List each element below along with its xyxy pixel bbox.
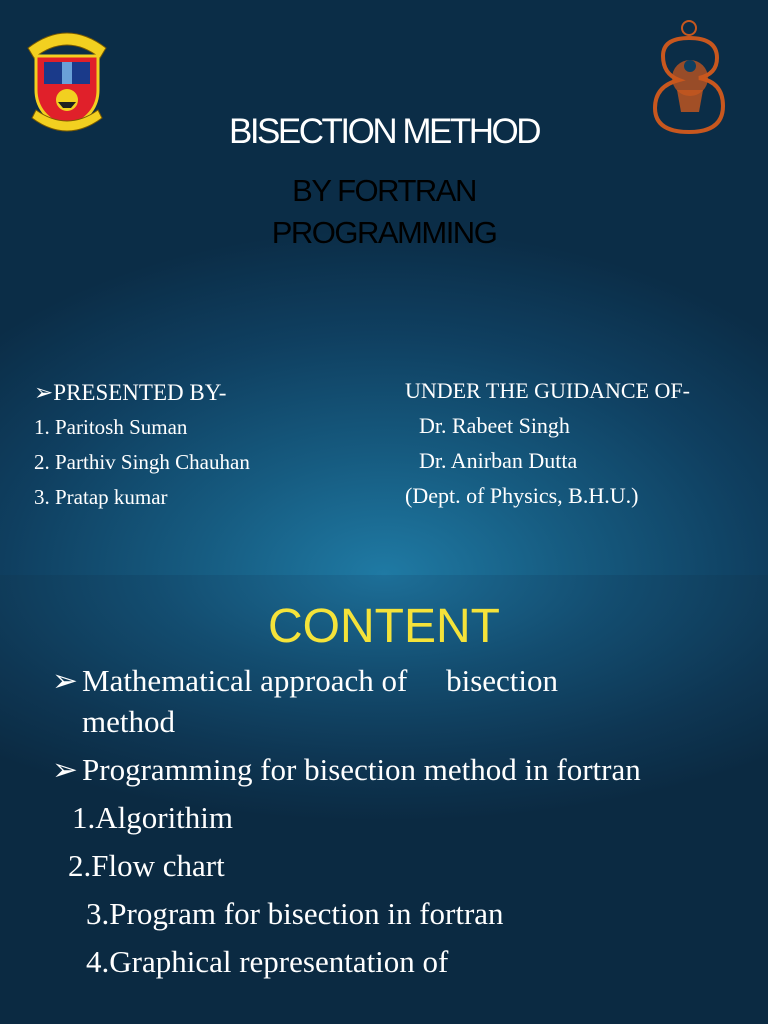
subtitle-line-2: PROGRAMMING: [271, 215, 497, 250]
list-item: [52, 749, 642, 790]
sub-item: 1.Algorithim: [72, 800, 234, 835]
content-slide: [0, 575, 768, 1024]
bullet-text: Programming for bisection method in fortran: [82, 752, 641, 787]
list-item: [52, 660, 642, 742]
bullet-text: Mathematical approach of bisection method: [82, 663, 566, 739]
guide-department: (Dept. of Physics, B.H.U.): [405, 483, 639, 508]
arrow-bullet-icon: ➢: [52, 663, 78, 698]
sub-item: 4.Graphical representation of: [86, 944, 449, 979]
guide-name: Dr. Rabeet Singh: [419, 413, 570, 438]
presentation-title: BISECTION METHOD: [228, 112, 540, 151]
guidance-heading: UNDER THE GUIDANCE OF-: [405, 378, 690, 403]
sub-item: 2.Flow chart: [68, 848, 225, 883]
guide-name: Dr. Anirban Dutta: [419, 448, 578, 473]
presentation-subtitle: [0, 170, 768, 254]
subtitle-line-1: BY FORTRAN: [292, 173, 476, 208]
content-list: [52, 660, 642, 989]
presenter-name: 3. Pratap kumar: [34, 485, 168, 509]
guidance-block: [405, 378, 690, 518]
presenters-block: [34, 380, 250, 520]
presenter-name: 2. Parthiv Singh Chauhan: [34, 450, 250, 474]
content-title: CONTENT: [268, 600, 500, 653]
sub-item: 3.Program for bisection in fortran: [86, 896, 504, 931]
presenters-heading: ➢PRESENTED BY-: [34, 380, 227, 405]
arrow-bullet-icon: ➢: [52, 752, 78, 787]
presenter-name: 1. Paritosh Suman: [34, 415, 188, 439]
